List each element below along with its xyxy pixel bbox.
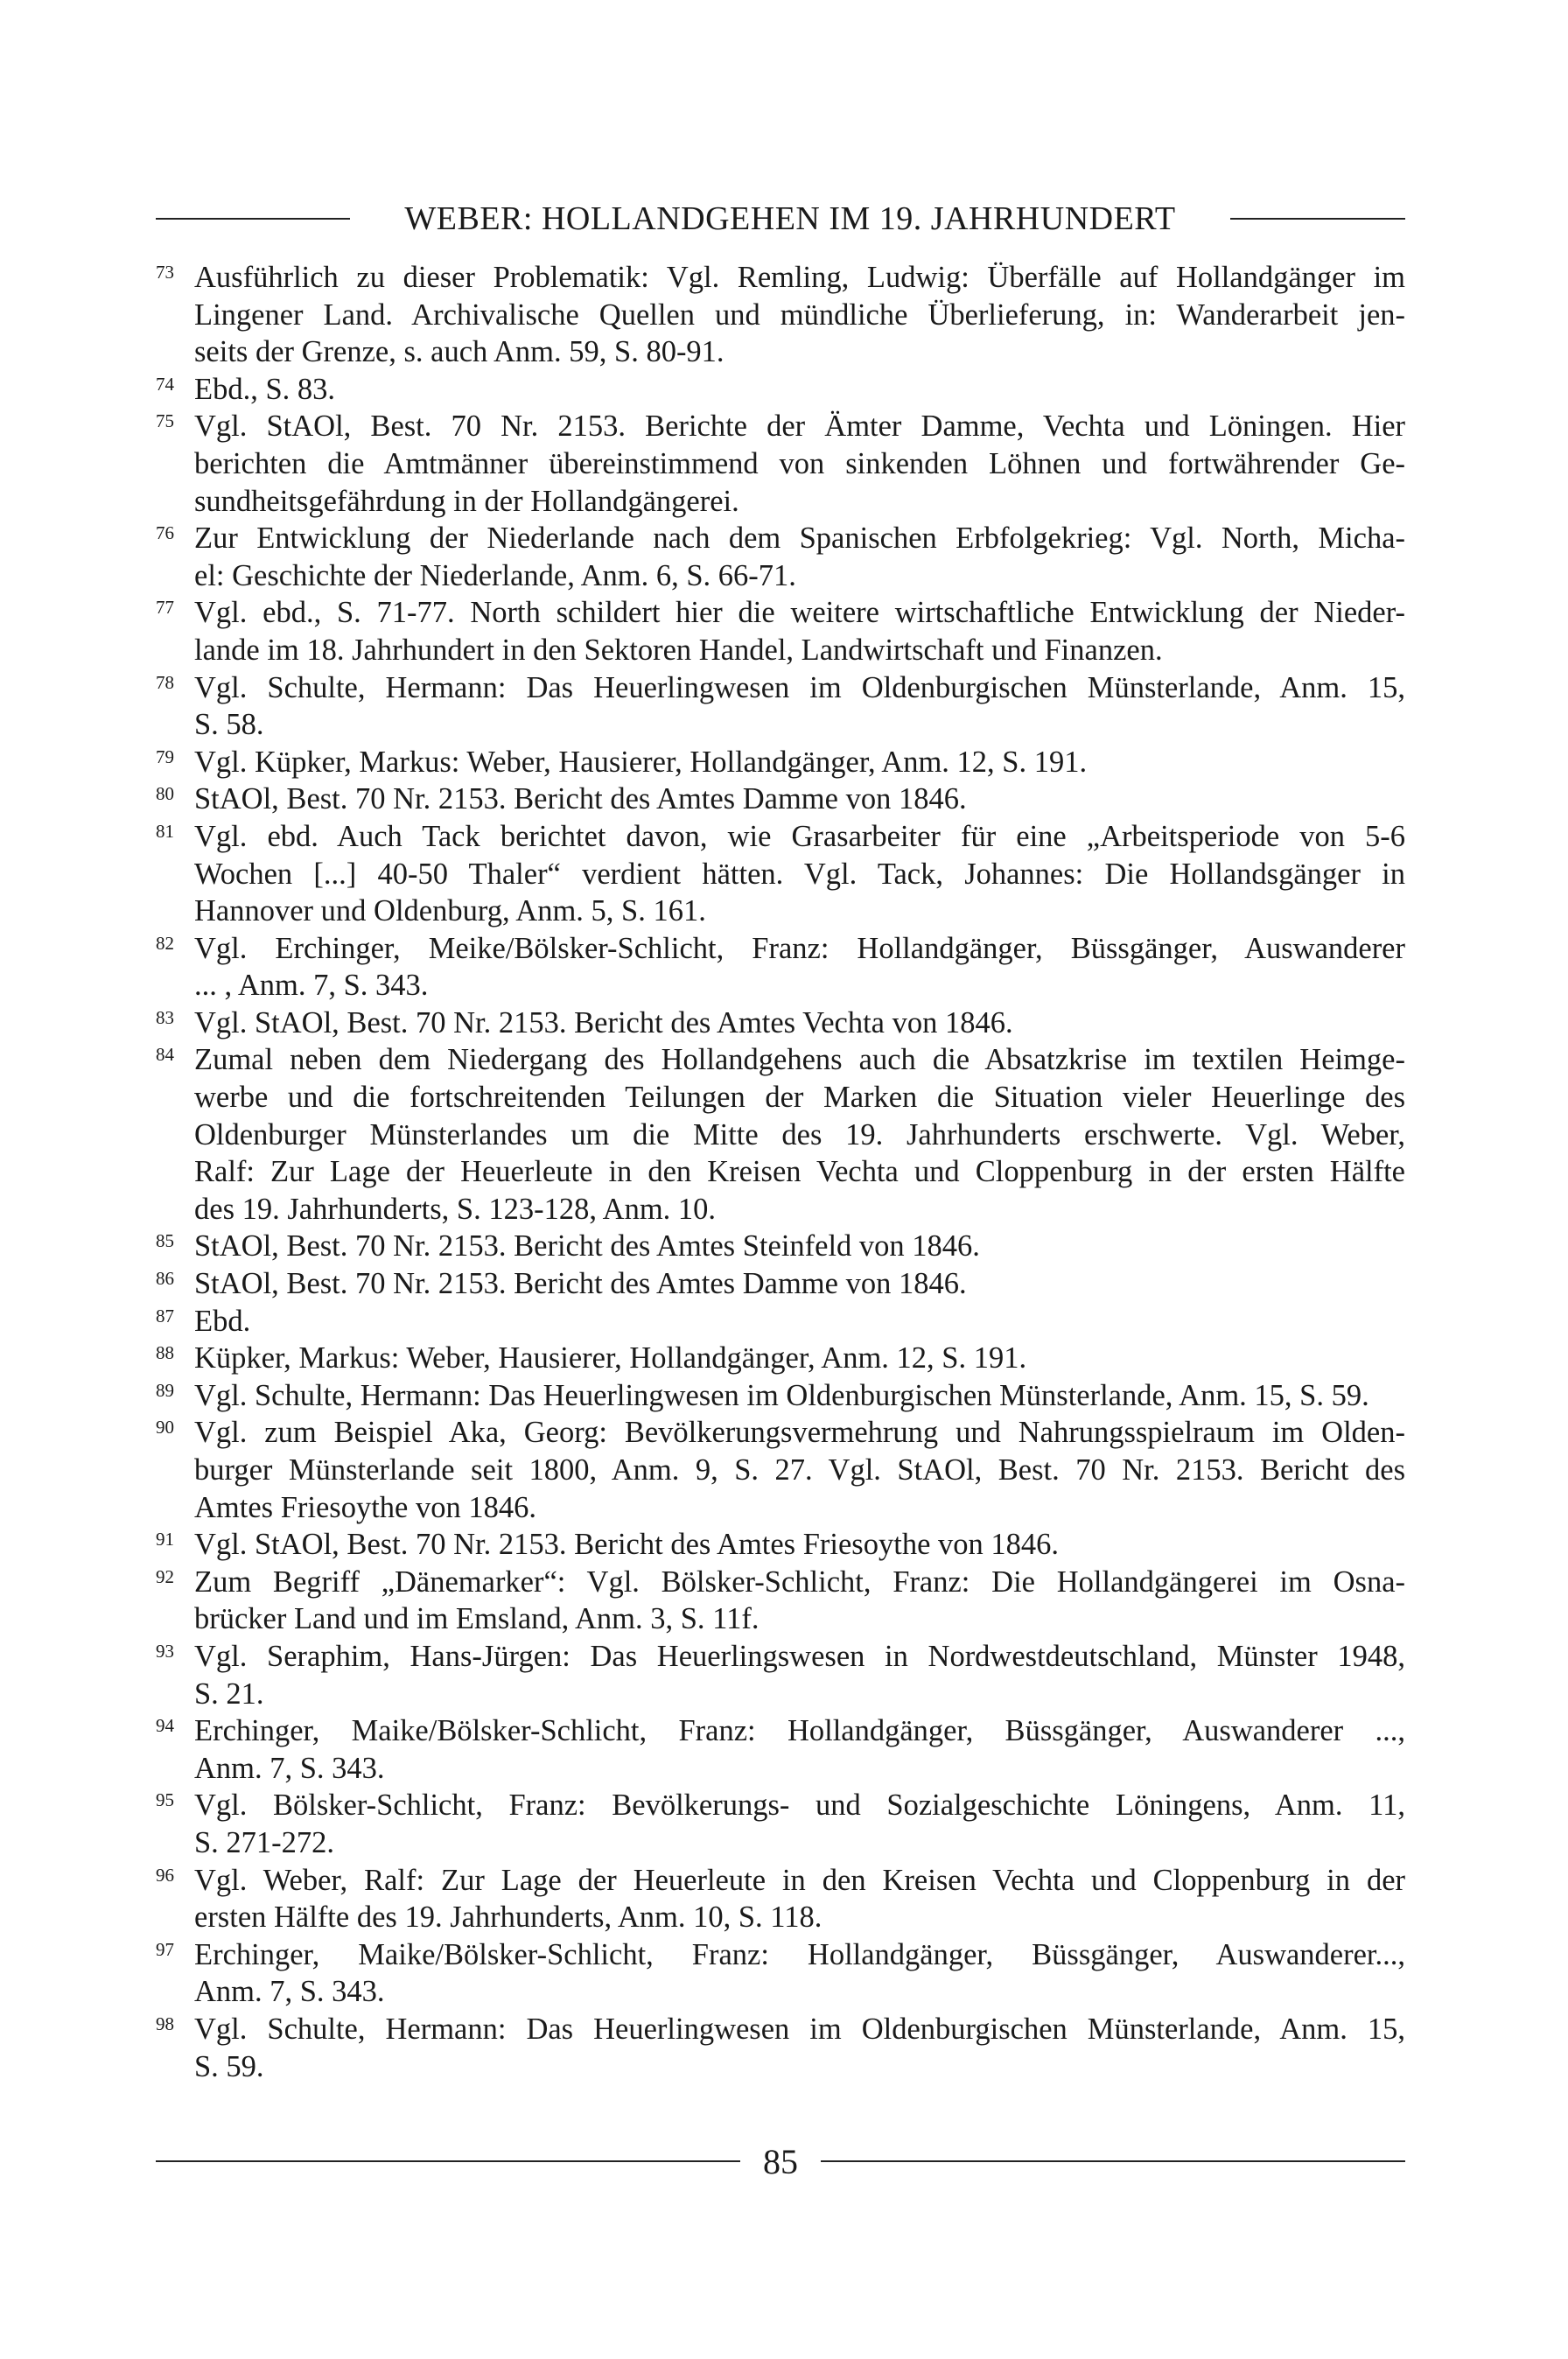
footnote-line: lande im 18. Jahrhundert in den Sektoren Handel, Landwirtschaft und Finanzen.: [194, 633, 1163, 667]
footnote: [156, 744, 1405, 781]
footnote-line: brücker Land und im Emsland, Anm. 3, S. 11f.: [194, 1602, 760, 1636]
footnote-line: Vgl. Schulte, Hermann: Das Heuerlingwesen im Oldenburgischen Münsterlande, Anm. 15,: [194, 670, 1405, 704]
footnote-number: 77: [156, 597, 174, 619]
footnote-number: 78: [156, 671, 174, 693]
footnote-line: Hannover und Oldenburg, Anm. 5, S. 161.: [194, 894, 706, 928]
running-head-title: WEBER: HOLLANDGEHEN IM 19. JAHRHUNDERT: [404, 200, 1176, 237]
footnote-number: 98: [156, 2012, 174, 2034]
footnote-line: Ebd.: [194, 1304, 251, 1338]
footnote-number: 89: [156, 1379, 174, 1401]
footnote-line: Ralf: Zur Lage der Heuerleute in den Kreisen Vechta und Cloppenburg in der ersten Hälfte: [194, 1155, 1405, 1189]
footnote: [156, 259, 1405, 371]
footnote-line: Erchinger, Maike/Bölsker-Schlicht, Franz: Hollandgänger, Büssgänger, Auswanderer...,: [194, 1937, 1405, 1971]
running-head-rule-left: [156, 218, 350, 220]
footnote-number: 79: [156, 746, 174, 767]
footnote-line: Ausführlich zu dieser Problematik: Vgl. Remling, Ludwig: Überfälle auf Hollandgänger im: [194, 261, 1405, 294]
footnote-line: Zumal neben dem Niedergang des Hollandgehens auch die Absatzkrise im textilen Heimge-: [194, 1043, 1405, 1077]
footnote: [156, 520, 1405, 594]
footnote-number: 95: [156, 1789, 174, 1811]
footnote-line: Anm. 7, S. 343.: [194, 1975, 385, 2009]
footnote-number: 97: [156, 1938, 174, 1960]
footnote-line: Anm. 7, S. 343.: [194, 1751, 385, 1785]
footnote-line: Wochen [...] 40-50 Thaler“ verdient hätten. Vgl. Tack, Johannes: Die Hollandsgänger in: [194, 857, 1405, 891]
footnote-number: 88: [156, 1342, 174, 1364]
footnote: [156, 1303, 1405, 1340]
footnote: [156, 2011, 1405, 2085]
footnote-line: Amtes Friesoythe von 1846.: [194, 1490, 536, 1524]
footnote-line: StAOl, Best. 70 Nr. 2153. Bericht des Amtes Damme von 1846.: [194, 1267, 967, 1301]
footnote-number: 76: [156, 522, 174, 544]
footnote: [156, 1638, 1405, 1712]
footnote-line: S. 58.: [194, 708, 264, 742]
footnote-number: 81: [156, 820, 174, 842]
footnote: [156, 1041, 1405, 1228]
footnote-line: Vgl. Erchinger, Meike/Bölsker-Schlicht, Franz: Hollandgänger, Büssgänger, Auswanderer: [194, 931, 1405, 965]
footer-rule-right: [821, 2160, 1405, 2162]
footnote-number: 96: [156, 1864, 174, 1886]
footnote-line: werbe und die fortschreitenden Teilungen der Marken die Situation vieler Heuerlinge des: [194, 1081, 1405, 1115]
footnote-line: Vgl. Küpker, Markus: Weber, Hausierer, Hollandgänger, Anm. 12, S. 191.: [194, 745, 1088, 779]
footnote-number: 92: [156, 1565, 174, 1587]
footnote: [156, 1712, 1405, 1787]
footnote-line: StAOl, Best. 70 Nr. 2153. Bericht des Amtes Damme von 1846.: [194, 782, 967, 816]
footnote: [156, 1936, 1405, 2011]
footnote: [156, 818, 1405, 930]
footnote-number: 73: [156, 262, 174, 283]
footnote-number: 75: [156, 410, 174, 432]
footnote: [156, 1004, 1405, 1042]
footnote: [156, 930, 1405, 1004]
footer-rule-left: [156, 2160, 740, 2162]
footnote-line: Vgl. Schulte, Hermann: Das Heuerlingwesen im Oldenburgischen Münsterlande, Anm. 15,: [194, 2012, 1405, 2046]
footnote: [156, 1377, 1405, 1415]
footnote-line: ... , Anm. 7, S. 343.: [194, 969, 429, 1003]
footnote: [156, 1526, 1405, 1564]
footnote-line: Zum Begriff „Dänemarker“: Vgl. Bölsker-Schlicht, Franz: Die Hollandgängerei im Osna-: [194, 1564, 1405, 1599]
footnote-line: Lingener Land. Archivalische Quellen und mündliche Überlieferung, in: Wanderarbeit jen-: [194, 298, 1405, 332]
footnote-line: Vgl. ebd., S. 71-77. North schildert hier die weitere wirtschaftliche Entwicklung der Nieder-: [194, 596, 1405, 630]
footnote-number: 82: [156, 932, 174, 954]
footnote-line: Ebd., S. 83.: [194, 372, 336, 406]
footnote-number: 91: [156, 1529, 174, 1550]
running-head: [156, 194, 1405, 243]
footnote-number: 90: [156, 1417, 174, 1438]
page-footer: [156, 2135, 1405, 2188]
footnote-line: Erchinger, Maike/Bölsker-Schlicht, Franz: Hollandgänger, Büssgänger, Auswanderer ...,: [194, 1714, 1405, 1748]
footnote-number: 84: [156, 1044, 174, 1066]
footnote-line: S. 59.: [194, 2049, 264, 2083]
footnote-line: burger Münsterlande seit 1800, Anm. 9, S. 27. Vgl. StAOl, Best. 70 Nr. 2153. Bericht des: [194, 1453, 1405, 1487]
footnote: [156, 1564, 1405, 1638]
footnote-line: Vgl. ebd. Auch Tack berichtet davon, wie Grasarbeiter für eine „Arbeitsperiode von 5-6: [194, 819, 1405, 853]
footnote-line: Vgl. StAOl, Best. 70 Nr. 2153. Bericht des Amtes Vechta von 1846.: [194, 1005, 1013, 1040]
footnote-line: des 19. Jahrhunderts, S. 123-128, Anm. 10.: [194, 1192, 717, 1226]
footnote: [156, 1414, 1405, 1526]
footnote-line: berichten die Amtmänner übereinstimmend von sinkenden Löhnen und fortwährender Ge-: [194, 446, 1405, 480]
page-number: 85: [763, 2141, 798, 2181]
footnote-number: 87: [156, 1305, 174, 1326]
footnote-line: ersten Hälfte des 19. Jahrhunderts, Anm. 10, S. 118.: [194, 1900, 822, 1935]
footnote-line: el: Geschichte der Niederlande, Anm. 6, S. 66-71.: [194, 558, 796, 592]
footnote-number: 80: [156, 783, 174, 805]
footnote-line: sundheitsgefährdung in der Hollandgängerei.: [194, 484, 739, 518]
footnote-line: Oldenburger Münsterlandes um die Mitte des 19. Jahrhunderts erschwerte. Vgl. Weber,: [194, 1117, 1405, 1152]
footnote-number: 83: [156, 1006, 174, 1028]
footnote: [156, 1340, 1405, 1377]
footnote: [156, 669, 1405, 744]
footnote-line: Zur Entwicklung der Niederlande nach dem Spanischen Erbfolgekrieg: Vgl. North, Micha-: [194, 522, 1405, 556]
footnote: [156, 594, 1405, 668]
footnote: [156, 371, 1405, 409]
footnote-line: Vgl. StAOl, Best. 70 Nr. 2153. Bericht des Amtes Friesoythe von 1846.: [194, 1528, 1060, 1562]
footnote-line: Vgl. Weber, Ralf: Zur Lage der Heuerleute in den Kreisen Vechta und Cloppenburg in der: [194, 1863, 1405, 1897]
footnotes-list: [156, 259, 1405, 2085]
footnote-line: Vgl. Schulte, Hermann: Das Heuerlingwesen im Oldenburgischen Münsterlande, Anm. 15, S. 59.: [194, 1378, 1369, 1412]
footnote: [156, 1787, 1405, 1861]
footnote-line: Vgl. zum Beispiel Aka, Georg: Bevölkerungsvermehrung und Nahrungsspielraum im Olden-: [194, 1416, 1405, 1450]
footnote-line: Küpker, Markus: Weber, Hausierer, Hollandgänger, Anm. 12, S. 191.: [194, 1341, 1027, 1376]
footnote-line: Vgl. Seraphim, Hans-Jürgen: Das Heuerlingswesen in Nordwestdeutschland, Münster 1948,: [194, 1639, 1405, 1673]
footnote: [156, 1228, 1405, 1265]
footnote: [156, 408, 1405, 520]
footnote-number: 85: [156, 1230, 174, 1252]
footnote-line: Vgl. StAOl, Best. 70 Nr. 2153. Berichte der Ämter Damme, Vechta und Löningen. Hier: [194, 410, 1405, 444]
footnote: [156, 780, 1405, 818]
footnote-line: Vgl. Bölsker-Schlicht, Franz: Bevölkerungs- und Sozialgeschichte Löningens, Anm. 11,: [194, 1788, 1405, 1823]
footnote-line: S. 271-272.: [194, 1825, 335, 1859]
footnote-number: 93: [156, 1640, 174, 1662]
footnote-line: seits der Grenze, s. auch Anm. 59, S. 80-91.: [194, 335, 724, 369]
footnote-line: S. 21.: [194, 1676, 264, 1711]
footnote: [156, 1265, 1405, 1303]
footnote-number: 94: [156, 1715, 174, 1737]
footnote: [156, 1862, 1405, 1936]
footnote-number: 86: [156, 1268, 174, 1290]
footnote-line: StAOl, Best. 70 Nr. 2153. Bericht des Amtes Steinfeld von 1846.: [194, 1229, 980, 1264]
footnote-number: 74: [156, 373, 174, 395]
running-head-rule-right: [1230, 218, 1405, 220]
